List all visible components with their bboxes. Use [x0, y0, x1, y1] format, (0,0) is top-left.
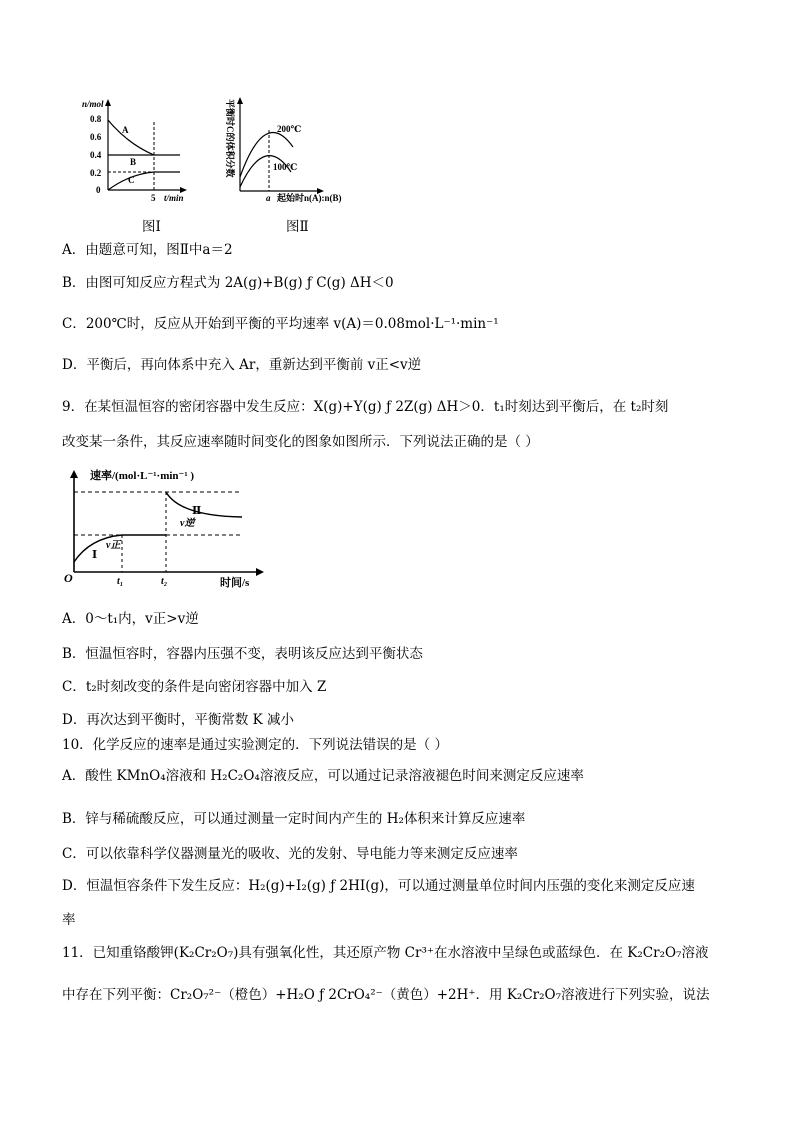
q9-option-c: C．t₂时刻改变的条件是向密闭容器中加入 Z	[62, 679, 327, 695]
figure-2-graph	[215, 95, 365, 207]
q10-option-d-line2: 率	[62, 912, 76, 928]
fig1-ytick: 0.4	[90, 150, 102, 160]
figure-3-graph	[62, 462, 272, 592]
fig2-series-200: 200℃	[277, 124, 302, 134]
fig2-series-100: 100℃	[273, 162, 298, 172]
fig1-series-b: B	[130, 157, 137, 167]
fig1-ytick: 0.8	[90, 114, 102, 124]
q8-option-c: C．200℃时，反应从开始到平衡的平均速率 v(A)＝0.08mol·L⁻¹·min⁻¹	[62, 316, 499, 332]
q10-stem: 10．化学反应的速率是通过实验测定的．下列说法错误的是（ ）	[62, 737, 448, 753]
fig2-ylabel: 平衡时C的体积分数	[225, 99, 235, 178]
q8-option-a: A．由题意可知，图Ⅱ中a＝2	[62, 242, 233, 258]
q9-stem-line1: 9．在某恒温恒容的密闭容器中发生反应：X(g)+Y(g) ƒ 2Z(g) ΔH＞0．t₁时刻达到平衡后，在 t₂时刻	[62, 399, 669, 415]
fig3-xtick-t2: t₂	[161, 576, 168, 587]
fig1-series-c: C	[128, 175, 135, 185]
q8-option-b: B．由图可知反应方程式为 2A(g)+B(g) ƒ C(g) ΔH＜0	[62, 275, 394, 291]
fig3-origin: O	[64, 571, 73, 585]
fig3-xtick-t1: t₁	[117, 576, 124, 587]
q10-option-b: B．锌与稀硫酸反应，可以通过测量一定时间内产生的 H₂体积来计算反应速率	[62, 811, 526, 827]
figure-1-graph	[80, 98, 190, 210]
q10-option-c: C．可以依靠科学仪器测量光的吸收、光的发射、导电能力等来测定反应速率	[62, 846, 518, 862]
fig3-region-1: Ⅰ	[92, 549, 98, 561]
fig1-xlabel: t/min	[164, 193, 184, 203]
fig1-ylabel: n/mol	[82, 99, 104, 109]
fig3-v-forward: v正	[106, 540, 121, 551]
fig1-xtick: 5	[151, 193, 156, 203]
fig3-region-2: Ⅱ	[192, 505, 202, 517]
q9-option-a: A．0～t₁内，v正>v逆	[62, 611, 199, 627]
fig3-ylabel: 速率/(mol·L⁻¹·min⁻¹ )	[90, 470, 195, 482]
q9-stem-line2: 改变某一条件，其反应速率随时间变化的图象如图所示．下列说法正确的是（ ）	[62, 434, 539, 450]
q10-option-d-line1: D．恒温恒容条件下发生反应：H₂(g)+I₂(g) ƒ 2HI(g)，可以通过测量单位时间内压强的变化来测定反应速	[62, 878, 695, 894]
q11-stem-line2: 中存在下列平衡：Cr₂O₇²⁻（橙色）+H₂O ƒ 2CrO₄²⁻（黄色）+2H⁺．用 K₂Cr₂O₇溶液进行下列实验，说法	[62, 987, 710, 1003]
fig2-xtick: a	[266, 193, 271, 203]
q10-option-a: A．酸性 KMnO₄溶液和 H₂C₂O₄溶液反应，可以通过记录溶液褪色时间来测定反应速率	[62, 768, 584, 784]
fig1-caption: 图Ⅰ	[142, 219, 161, 235]
q9-option-d: D．再次达到平衡时，平衡常数 K 减小	[62, 712, 294, 728]
fig1-ytick: 0.2	[90, 168, 102, 178]
q11-stem-line1: 11．已知重铬酸钾(K₂Cr₂O₇)具有强氧化性，其还原产物 Cr³⁺在水溶液中呈绿色或蓝绿色．在 K₂Cr₂O₇溶液	[62, 945, 709, 961]
fig2-xlabel: 起始时n(A):n(B)	[277, 193, 342, 203]
fig2-caption: 图Ⅱ	[286, 219, 309, 235]
fig1-ytick: 0.6	[90, 132, 102, 142]
fig3-v-reverse: v逆	[180, 518, 195, 529]
fig1-ytick: 0	[96, 185, 101, 195]
q8-option-d: D．平衡后，再向体系中充入 Ar，重新达到平衡前 v正<v逆	[62, 357, 422, 373]
fig3-xlabel: 时间/s	[220, 577, 250, 589]
q9-option-b: B．恒温恒容时，容器内压强不变，表明该反应达到平衡状态	[62, 646, 423, 662]
fig1-series-a: A	[122, 125, 129, 135]
